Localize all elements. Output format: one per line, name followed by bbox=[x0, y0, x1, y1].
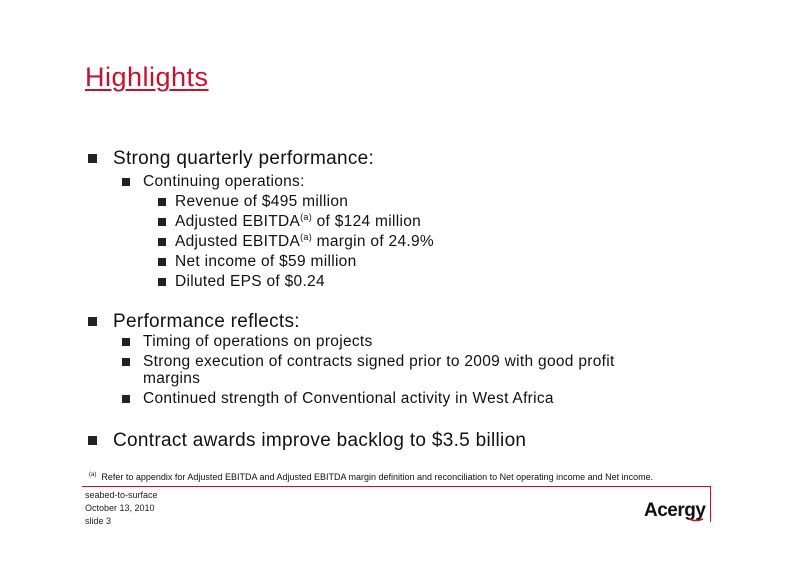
footnote-marker: (a) bbox=[89, 472, 97, 478]
list-item bbox=[122, 333, 373, 351]
page-title: Highlights bbox=[85, 62, 209, 92]
square-bullet-icon bbox=[158, 218, 166, 226]
list-item bbox=[158, 233, 434, 251]
footnote-marker: (a) bbox=[300, 211, 313, 222]
bullet-text: Continued strength of Conventional activity in West Africa bbox=[143, 390, 554, 407]
bullet-text: Strong quarterly performance: bbox=[113, 148, 375, 169]
bullet-text: Contract awards improve backlog to $3.5 billion bbox=[113, 430, 527, 451]
square-bullet-icon bbox=[122, 358, 130, 366]
bullet-text: Timing of operations on projects bbox=[143, 333, 373, 350]
list-item bbox=[158, 273, 325, 291]
footnote bbox=[89, 472, 653, 482]
footer-tagline: seabed-to-surface bbox=[85, 490, 158, 500]
svg-text:Acergy: Acergy bbox=[644, 500, 706, 521]
square-bullet-icon bbox=[88, 317, 97, 326]
list-item bbox=[158, 193, 348, 211]
square-bullet-icon bbox=[122, 338, 130, 346]
bullet-text: Performance reflects: bbox=[113, 311, 300, 332]
list-item bbox=[158, 253, 357, 271]
square-bullet-icon bbox=[158, 278, 166, 286]
square-bullet-icon bbox=[88, 154, 97, 163]
footer-slide-number: slide 3 bbox=[85, 516, 112, 526]
footer-divider bbox=[82, 486, 710, 487]
sub-bullet-continuing-operations bbox=[122, 173, 305, 191]
bullet-performance-reflects bbox=[88, 311, 300, 333]
square-bullet-icon bbox=[158, 198, 166, 206]
bullet-text: Adjusted EBITDA$^{(a)}$ of $124 million bbox=[175, 211, 422, 230]
list-item bbox=[122, 390, 554, 408]
bullet-text: Adjusted EBITDA$^{(a)}$ margin of 24.9% bbox=[175, 231, 434, 250]
footer-date: October 13, 2010 bbox=[85, 503, 155, 513]
acergy-logo bbox=[644, 497, 712, 523]
footnote-marker: (a) bbox=[300, 231, 313, 242]
bullet-contract-awards bbox=[88, 430, 526, 452]
list-item bbox=[158, 213, 421, 231]
bullet-text: Revenue of $495 million bbox=[175, 193, 349, 210]
footnote-text: Refer to appendix for Adjusted EBITDA and Adjusted EBITDA margin definition and reconciliation to Net operating income and Net income. bbox=[101, 472, 654, 482]
bullet-text: Strong execution of contracts signed prior to 2009 with good profit bbox=[143, 353, 615, 370]
bullet-strong-performance bbox=[88, 148, 374, 170]
bullet-text: Diluted EPS of $0.24 bbox=[175, 273, 325, 290]
square-bullet-icon bbox=[122, 395, 130, 403]
bullet-text: Continuing operations: bbox=[143, 173, 305, 190]
square-bullet-icon bbox=[158, 258, 166, 266]
square-bullet-icon bbox=[158, 238, 166, 246]
list-item-continuation bbox=[143, 370, 200, 388]
list-item bbox=[122, 353, 615, 371]
bullet-text: Net income of $59 million bbox=[175, 253, 357, 270]
square-bullet-icon bbox=[88, 436, 97, 445]
square-bullet-icon bbox=[122, 178, 130, 186]
bullet-text: margins bbox=[143, 370, 201, 387]
